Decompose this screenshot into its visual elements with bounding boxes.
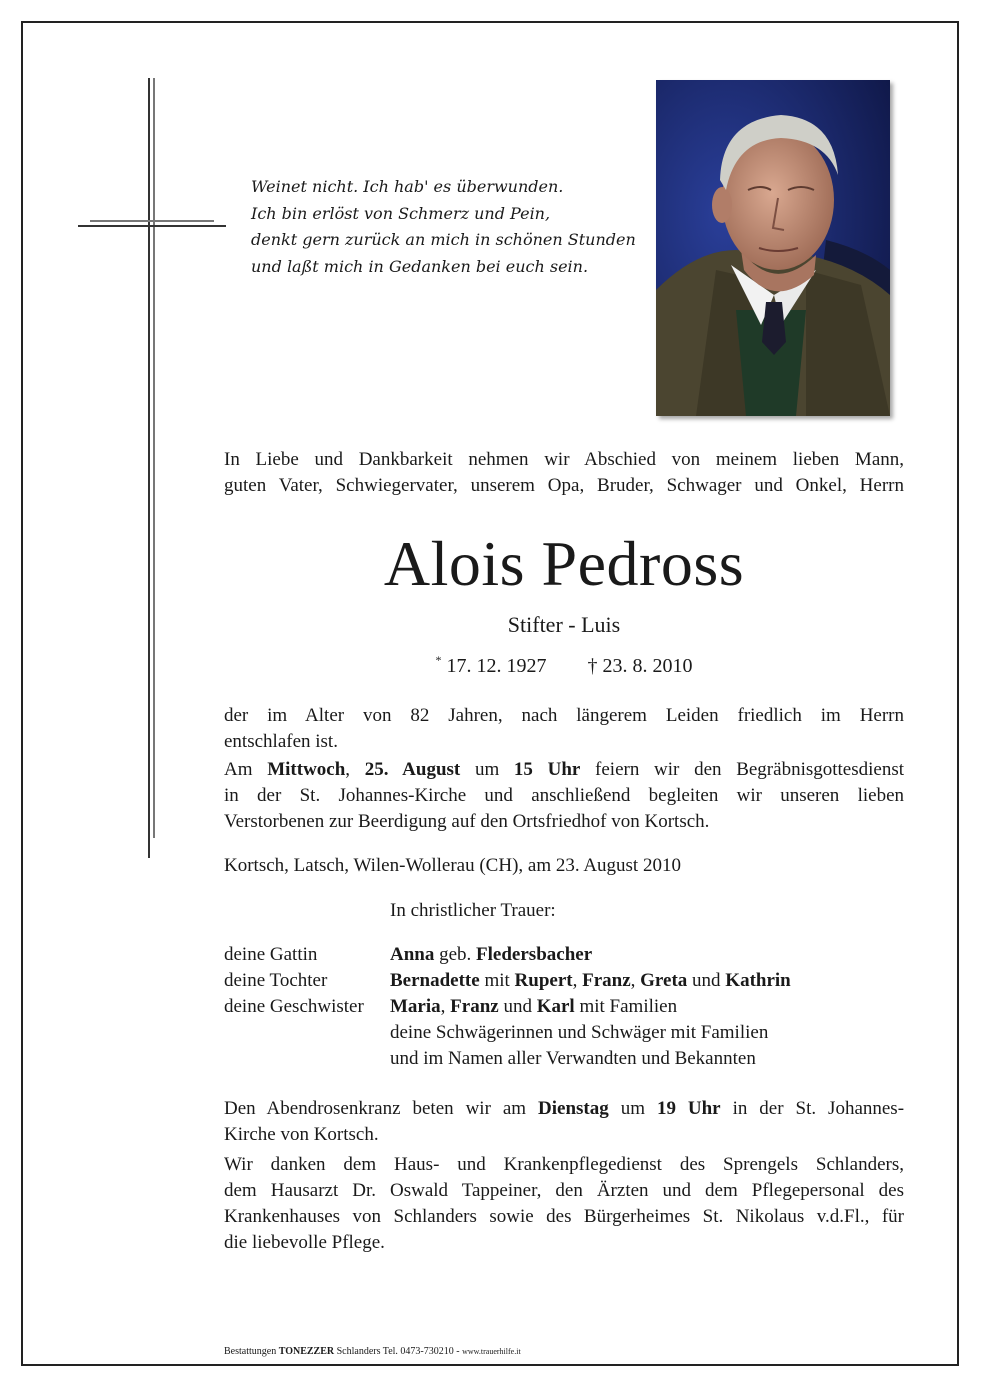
funeral-line-1: Am Mittwoch, 25. August um 15 Uhr feiern wir den Begräbnisgottesdienst [224,759,905,780]
rosary-text [224,1096,904,1148]
funeral-line-3: Verstorbenen zur Beerdigung auf den Ortsfriedhof von Kortsch. [224,811,710,832]
thanks-text [224,1152,904,1256]
poem-line: denkt gern zurück an mich in schönen Stunden [251,230,636,249]
nickname: Stifter - Luis [507,612,621,637]
mourner-row: deine Gattin Anna geb. Fledersbacher [224,944,593,965]
mourner-row: deine Geschwister Maria, Franz und Karl mit Familien [224,996,678,1017]
birth-symbol: * [435,653,442,667]
intro-line: guten Vater, Schwiegervater, unserem Opa, Bruder, Schwager und Onkel, Herrn [224,475,904,496]
mourning-heading: In christlicher Trauer: [390,900,556,921]
death-date: † 23. 8. 2010 [587,654,693,677]
thanks-line: Krankenhauses von Schlanders sowie des Bürgerheimes St. Nikolaus v.d.Fl., für [224,1206,904,1227]
birth-date: 17. 12. 1927 [446,654,547,677]
intro-text [224,447,904,499]
footer-imprint: Bestattungen TONEZZER Schlanders Tel. 0473-730210 - www.trauerhilfe.it [224,1346,521,1357]
mourner-row: und im Namen aller Verwandten und Bekannten [390,1048,756,1069]
intro-line: In Liebe und Dankbarkeit nehmen wir Abschied von meinem lieben Mann, [224,449,904,470]
place-date: Kortsch, Latsch, Wilen-Wollerau (CH), am 23. August 2010 [224,855,681,876]
rosary-line-1: Den Abendrosenkranz beten wir am Dienstag um 19 Uhr in der St. Johannes- [224,1098,905,1119]
death-line: der im Alter von 82 Jahren, nach längerem Leiden friedlich im Herrn [224,705,904,726]
funeral-text [224,757,904,835]
funeral-date: 25. August [364,759,461,780]
mourner-row: deine Tochter Bernadette mit Rupert, Franz, Greta und Kathrin [224,970,791,991]
poem-line: Ich bin erlöst von Schmerz und Pein, [251,203,551,223]
portrait-photo [656,80,890,416]
funeral-time: 15 Uhr [513,759,581,780]
birth-date-group [436,653,547,678]
deceased-name: Alois Pedross [383,528,745,599]
funeral-line-2: in der St. Johannes-Kirche und anschließend begleiten wir unseren lieben [224,785,904,806]
cross-icon [78,78,226,858]
death-line: entschlafen ist. [224,731,338,752]
death-text [224,703,904,755]
funeral-day: Mittwoch [267,759,346,780]
mourner-row: deine Schwägerinnen und Schwäger mit Familien [390,1022,769,1043]
life-dates [224,653,904,678]
thanks-line: dem Hausarzt Dr. Oswald Tappeiner, den Ärzten und dem Pflegepersonal des [224,1180,904,1201]
thanks-line: Wir danken dem Haus- und Krankenpflegedienst des Sprengels Schlanders, [224,1154,904,1175]
rosary-line-2: Kirche von Kortsch. [224,1124,379,1145]
mourners-list [224,942,924,1072]
thanks-line: die liebevolle Pflege. [224,1232,385,1253]
poem-line: und laßt mich in Gedanken bei euch sein. [251,256,589,276]
poem-line: Weinet nicht. Ich hab' es überwunden. [251,177,564,196]
poem [251,174,641,280]
